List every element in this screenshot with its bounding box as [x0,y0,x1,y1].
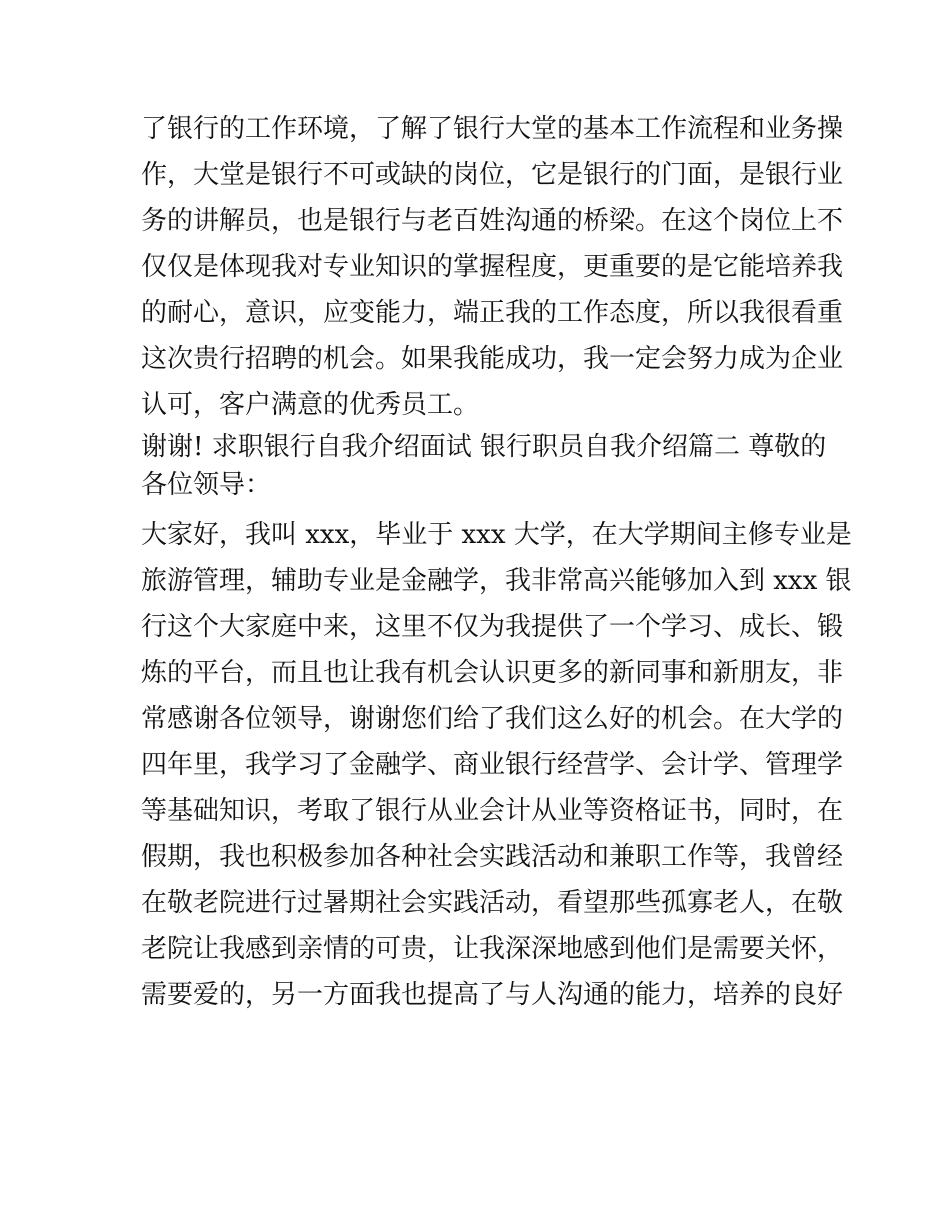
text-line: 在敬老院进行过暑期社会实践活动，看望那些孤寡老人，在敬 [141,888,844,918]
text-line: 等基础知识，考取了银行从业会计从业等资格证书，同时，在 [141,796,844,826]
text-line: 炼的平台，而且也让我有机会认识更多的新同事和新朋友，非 [141,658,844,688]
text-line: 务的讲解员，也是银行与老百姓沟通的桥梁。在这个岗位上不 [141,206,844,236]
text-line: 仅仅是体现我对专业知识的掌握程度，更重要的是它能培养我 [141,252,844,282]
text-line: 假期，我也积极参加各种社会实践活动和兼职工作等，我曾经 [141,842,844,872]
text-line: 的耐心，意识，应变能力，端正我的工作态度，所以我很看重 [141,298,844,328]
text-line: 需要爱的，另一方面我也提高了与人沟通的能力，培养的良好 [141,980,844,1010]
heading-line: 谢谢! 求职银行自我介绍面试 银行职员自我介绍篇二 尊敬的 [141,432,827,462]
document-body [141,106,852,1018]
salutation-line: 各位领导： [141,470,272,500]
text-line: 常感谢各位领导，谢谢您们给了我们这么好的机会。在大学的 [141,704,844,734]
text-line: 了银行的工作环境，了解了银行大堂的基本工作流程和业务操 [141,114,844,144]
text-line: 旅游管理，辅助专业是金融学，我非常高兴能够加入到 xxx 银 [141,566,852,596]
text-line: 这次贵行招聘的机会。如果我能成功，我一定会努力成为企业 [141,344,844,374]
text-line: 认可，客户满意的优秀员工。 [141,390,480,420]
text-line: 行这个大家庭中来，这里不仅为我提供了一个学习、成长、锻 [141,612,844,642]
text-line: 大家好，我叫 xxx，毕业于 xxx 大学，在大学期间主修专业是 [141,520,852,550]
text-line: 四年里，我学习了金融学、商业银行经营学、会计学、管理学 [141,750,844,780]
text-line: 作，大堂是银行不可或缺的岗位，它是银行的门面，是银行业 [141,160,844,190]
text-line: 老院让我感到亲情的可贵，让我深深地感到他们是需要关怀， [141,934,844,964]
